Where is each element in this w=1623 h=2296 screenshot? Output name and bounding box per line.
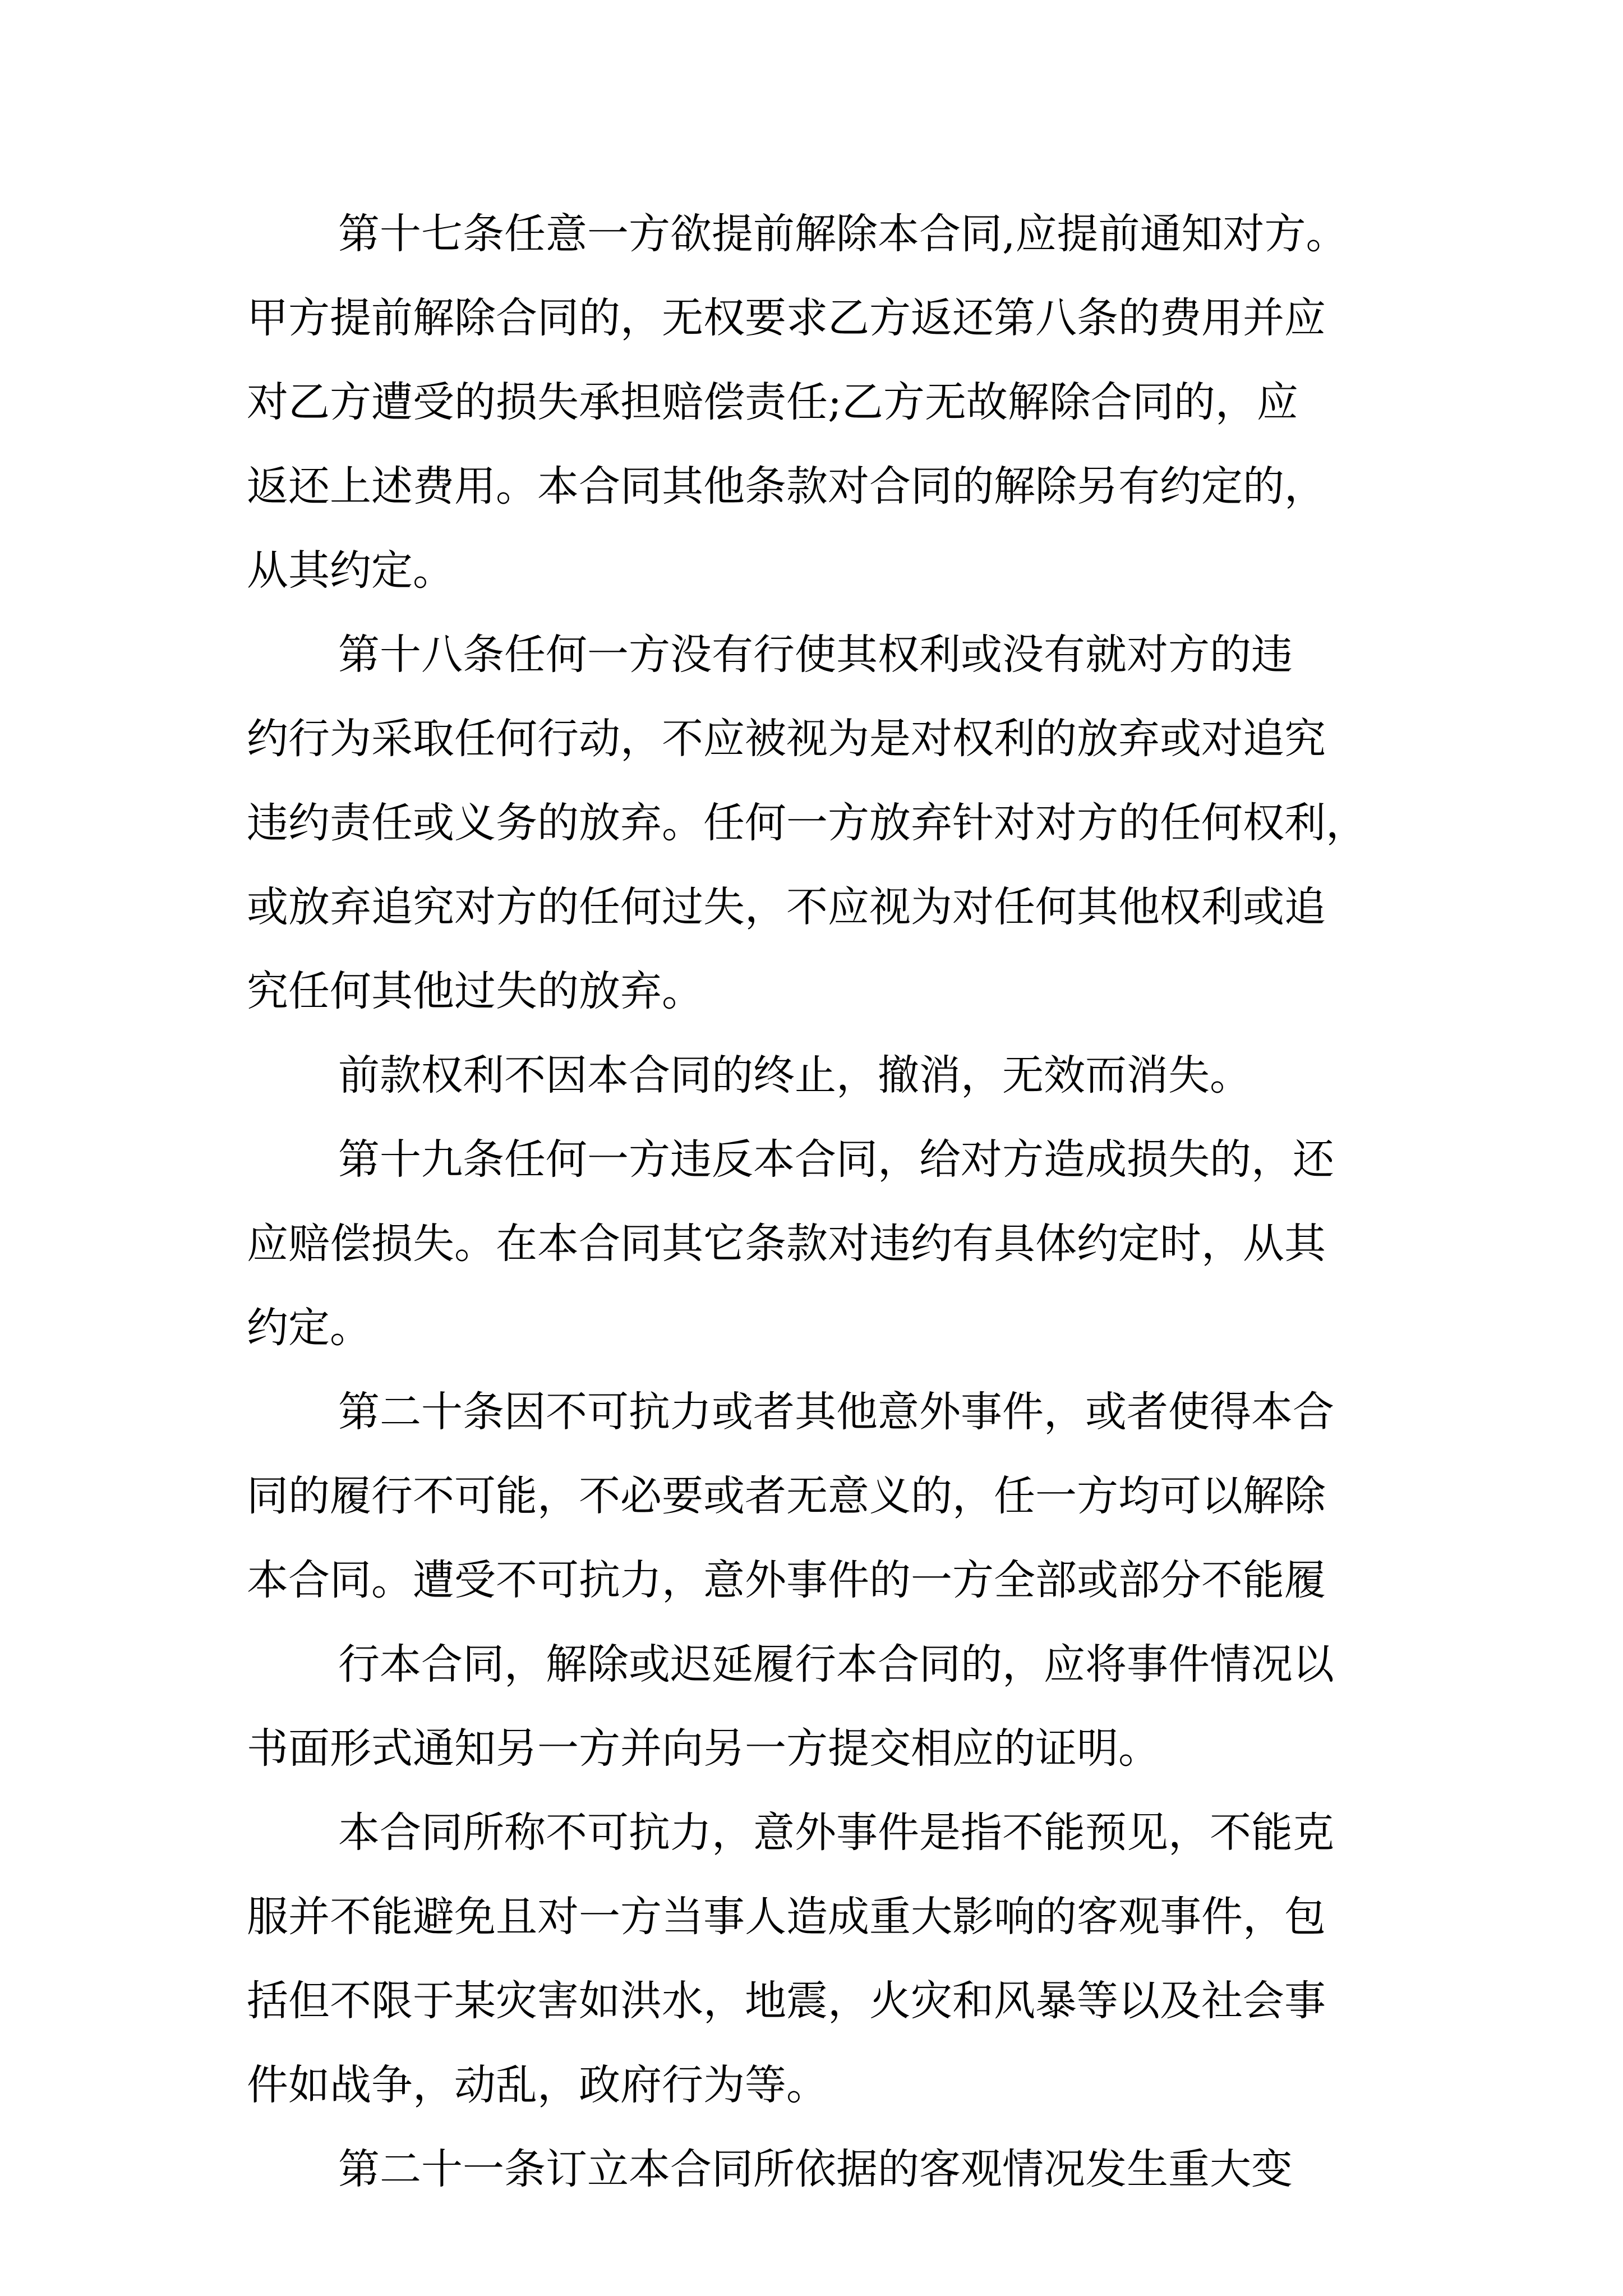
text-line: 从其约定。 — [247, 546, 454, 595]
text-line: 第二十一条订立本合同所依据的客观情况发生重大变 — [338, 2145, 1293, 2193]
text-line: 服并不能避免且对一方当事人造成重大影响的客观事件，包 — [247, 1893, 1326, 1941]
text-line: 件如战争，动乱，政府行为等。 — [247, 2061, 828, 2109]
text-line: 约定。 — [247, 1304, 371, 1352]
text-line: 本合同。遭受不可抗力，意外事件的一方全部或部分不能履 — [247, 1556, 1326, 1604]
text-line: 第二十条因不可抗力或者其他意外事件，或者使得本合 — [338, 1388, 1334, 1436]
text-line: 第十七条任意一方欲提前解除本合同,应提前通知对方。 — [338, 210, 1348, 258]
text-line: 书面形式通知另一方并向另一方提交相应的证明。 — [247, 1724, 1160, 1773]
text-line: 同的履行不可能，不必要或者无意义的，任一方均可以解除 — [247, 1472, 1326, 1520]
text-line: 约行为采取任何行动，不应被视为是对权利的放弃或对追究 — [247, 715, 1326, 763]
text-line: 对乙方遭受的损失承担赔偿责任;乙方无故解除合同的，应 — [247, 378, 1298, 426]
text-line: 行本合同，解除或迟延履行本合同的，应将事件情况以 — [338, 1640, 1334, 1688]
text-line: 违约责任或义务的放弃。任何一方放弃针对对方的任何权利， — [247, 799, 1367, 847]
text-line: 返还上述费用。本合同其他条款对合同的解除另有约定的， — [247, 462, 1326, 510]
text-line: 前款权利不因本合同的终止，撤消，无效而消失。 — [338, 1051, 1251, 1099]
text-line: 第十八条任何一方没有行使其权利或没有就对方的违 — [338, 631, 1293, 679]
text-line: 甲方提前解除合同的，无权要求乙方返还第八条的费用并应 — [247, 294, 1326, 342]
text-line: 究任何其他过失的放弃。 — [247, 967, 703, 1015]
text-line: 括但不限于某灾害如洪水，地震，火灾和风暴等以及社会事 — [247, 1977, 1326, 2025]
text-line: 第十九条任何一方违反本合同，给对方造成损失的，还 — [338, 1135, 1334, 1184]
text-line: 本合同所称不可抗力，意外事件是指不能预见，不能克 — [338, 1809, 1334, 1857]
text-line: 或放弃追究对方的任何过失，不应视为对任何其他权利或追 — [247, 883, 1326, 931]
text-line: 应赔偿损失。在本合同其它条款对违约有具体约定时，从其 — [247, 1220, 1326, 1268]
